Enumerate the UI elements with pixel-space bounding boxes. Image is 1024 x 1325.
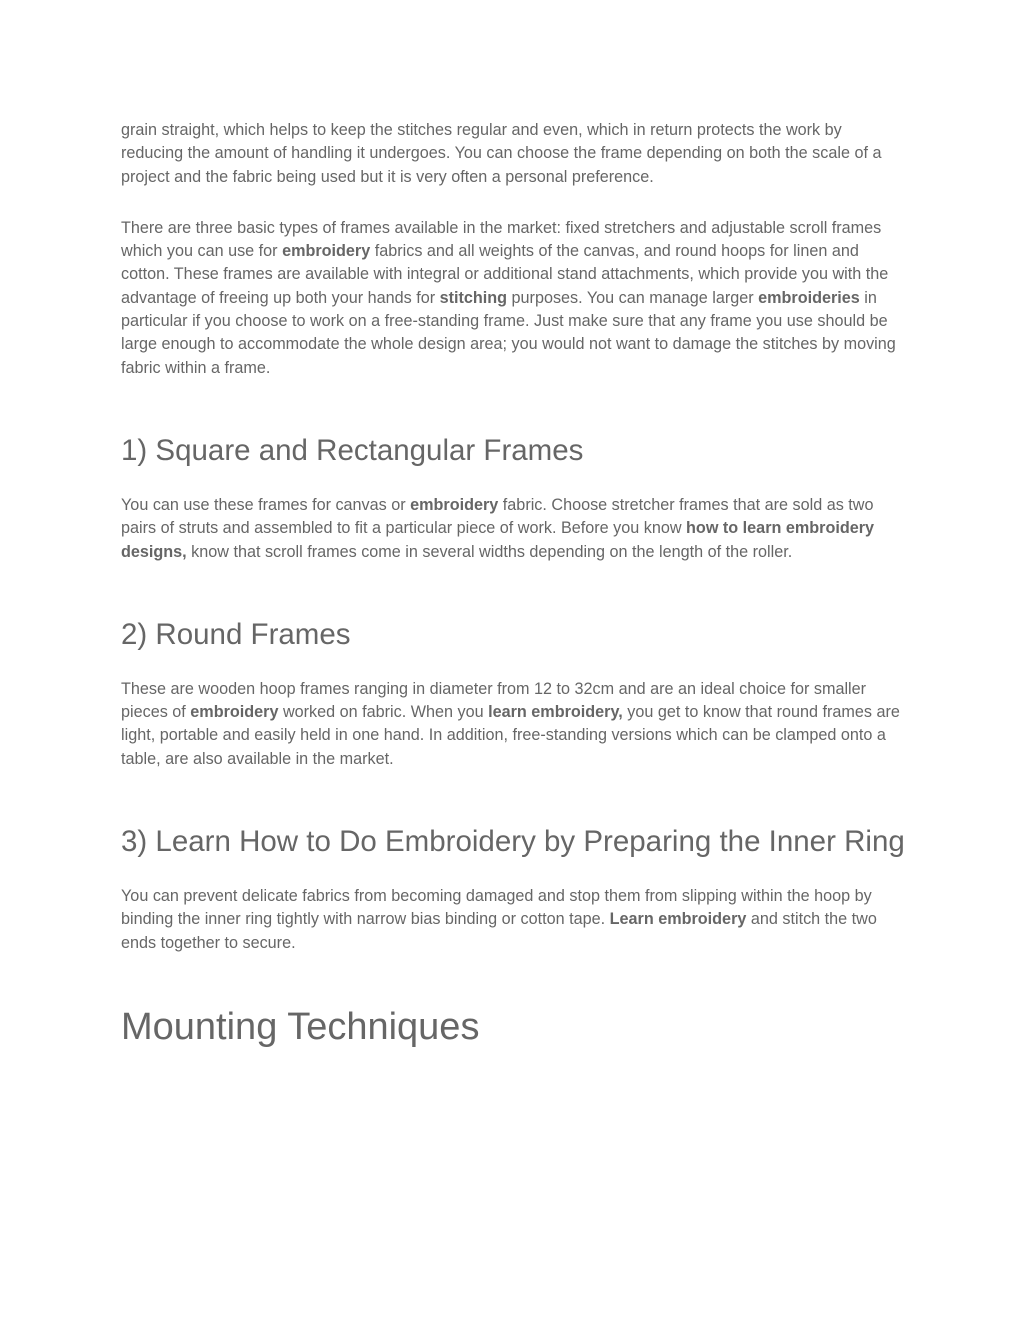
bold-keyword: embroidery bbox=[282, 242, 371, 261]
document-body bbox=[121, 119, 906, 1049]
paragraph-frame-types bbox=[121, 217, 906, 380]
paragraph-inner-ring bbox=[121, 885, 906, 955]
page-title-mounting-techniques: Mounting Techniques bbox=[121, 1005, 480, 1048]
para-text: You can prevent delicate fabrics from becoming damaged and stop them from slipping within the hoop by binding the inner ring tightly with narrow bias binding or cotton tape. bbox=[121, 887, 872, 929]
bold-keyword: embroidery bbox=[190, 703, 279, 722]
bold-keyword: Learn embroidery bbox=[609, 910, 747, 929]
para-text: you get to know that round frames are light, portable and easily held in one hand. In addition, free-standing versions which can be clamped onto a table, are also available in the market. bbox=[121, 703, 900, 768]
para-text: purposes. You can manage larger bbox=[507, 288, 759, 307]
para-text: grain straight, which helps to keep the stitches regular and even, which in return protects the work by reducing the amount of handling it undergoes. You can choose the frame depending on both the scale of a project and the fabric being used but it is very often a personal preference. bbox=[121, 121, 882, 186]
bold-keyword: embroidery bbox=[410, 495, 499, 514]
para-text: know that scroll frames come in several widths depending on the length of the roller. bbox=[186, 542, 793, 561]
para-text: and stitch the two ends together to secure. bbox=[121, 910, 877, 952]
section-heading-inner-ring: 3) Learn How to Do Embroidery by Preparing the Inner Ring bbox=[121, 825, 905, 859]
para-text: fabric. Choose stretcher frames that are sold as two pairs of struts and assembled to fit a particular piece of work. Before you know bbox=[121, 495, 874, 538]
paragraph-square-frames bbox=[121, 494, 906, 564]
para-text: These are wooden hoop frames ranging in diameter from 12 to 32cm and are an ideal choice for smaller pieces of bbox=[121, 679, 867, 722]
bold-keyword: learn embroidery, bbox=[488, 703, 623, 722]
section-heading-round-frames: 2) Round Frames bbox=[121, 617, 351, 651]
para-text: There are three basic types of frames available in the market: fixed stretchers and adjustable scroll frames which you can use for bbox=[121, 218, 882, 261]
para-text: You can use these frames for canvas or bbox=[121, 495, 411, 514]
bold-keyword: how to learn embroidery designs, bbox=[121, 519, 875, 561]
para-text: worked on fabric. When you bbox=[278, 703, 489, 722]
para-text: fabrics and all weights of the canvas, and round hoops for linen and cotton. These frames are available with integral or additional stand attachments, which provide you with the advantage of freeing up both your hands for bbox=[121, 242, 889, 307]
paragraph-frame-intro bbox=[121, 119, 906, 189]
para-text: in particular if you choose to work on a free-standing frame. Just make sure that any frame you use should be large enough to accommodate the whole design area; you would not want to damage the stitches by moving fabric within a frame. bbox=[121, 288, 896, 377]
bold-keyword: embroideries bbox=[758, 288, 860, 307]
bold-keyword: stitching bbox=[439, 288, 508, 307]
paragraph-round-frames bbox=[121, 678, 906, 771]
section-heading-square-frames: 1) Square and Rectangular Frames bbox=[121, 433, 584, 467]
